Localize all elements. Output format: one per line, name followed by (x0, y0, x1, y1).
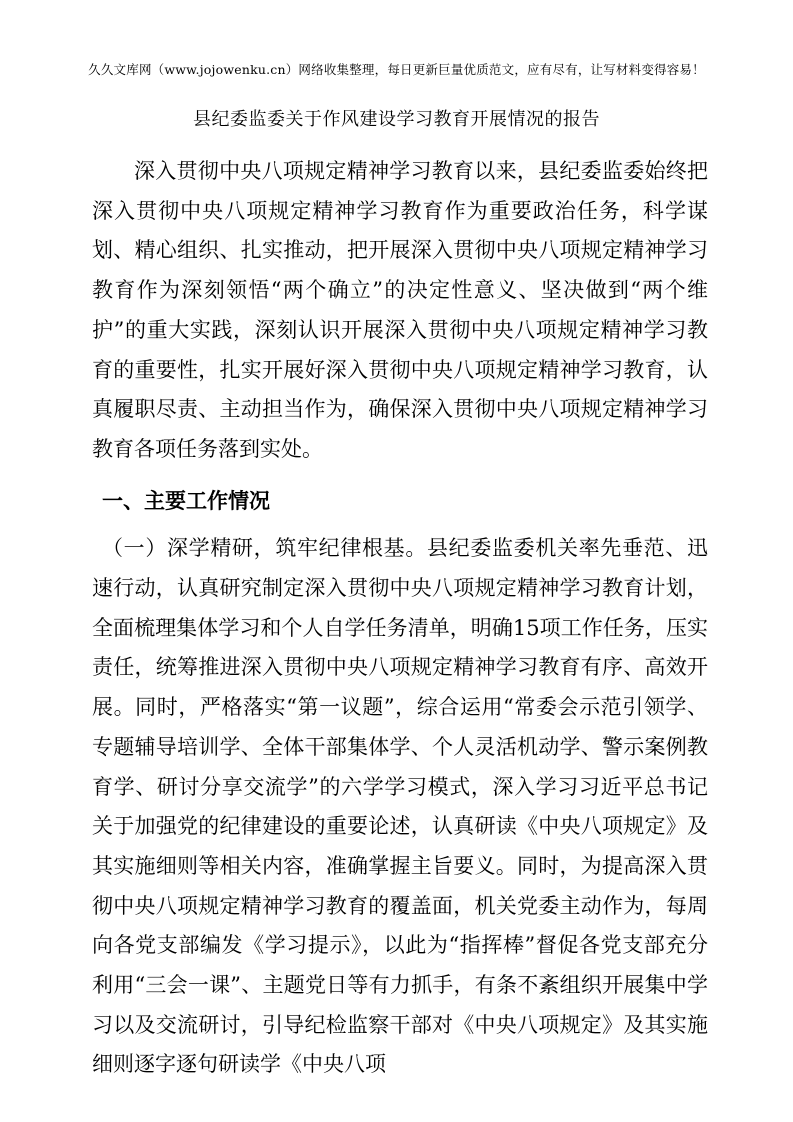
section-paragraph: （一）深学精研，筑牢纪律根基。县纪委监委机关率先垂范、迅速行动，认真研究制定深入贯彻中央八项规定精神学习教育计划，全面梳理集体学习和个人自学任务清单，明确15项工作任务，压实责任，统筹推进深入贯彻中央八项规定精神学习教育有序、高效开展。同时，严格落实“第一议题”，综合运用“常委会示范引领学、专题辅导培训学、全体干部集体学、个人灵活机动学、警示案例教育学、研讨分享交流学”的六学学习模式，深入学习习近平总书记关于加强党的纪律建设的重要论述，认真研读《中央八项规定》及其实施细则等相关内容，准确掌握主旨要义。同时，为提高深入贯彻中央八项规定精神学习教育的覆盖面，机关党委主动作为，每周向各党支部编发《学习提示》，以此为“指挥棒”督促各党支部充分利用“三会一课”、主题党日等有力抓手，有条不紊组织开展集中学习以及交流研讨，引导纪检监察干部对《中央八项规定》及其实施细则逐字逐句研读学《中央八项 (92, 536, 708, 1077)
intro-paragraph: 深入贯彻中央八项规定精神学习教育以来，县纪委监委始终把深入贯彻中央八项规定精神学习教育作为重要政治任务，科学谋划、精心组织、扎实推动，把开展深入贯彻中央八项规定精神学习教育作为深刻领悟“两个确立”的决定性意义、坚决做到“两个维护”的重大实践，深刻认识开展深入贯彻中央八项规定精神学习教育的重要性，扎实开展好深入贯彻中央八项规定精神学习教育，认真履职尽责、主动担当作为，确保深入贯彻中央八项规定精神学习教育各项任务落到实处。 (92, 159, 708, 461)
source-banner: 久久文库网（www.jojowenku.cn）网络收集整理，每日更新巨量优质范文，应有尽有，让写材料变得容易！ (88, 62, 705, 77)
section-heading: 一、主要工作情况 (102, 488, 270, 513)
document-title: 县纪委监委关于作风建设学习教育开展情况的报告 (193, 109, 600, 130)
document-body (92, 152, 708, 1085)
